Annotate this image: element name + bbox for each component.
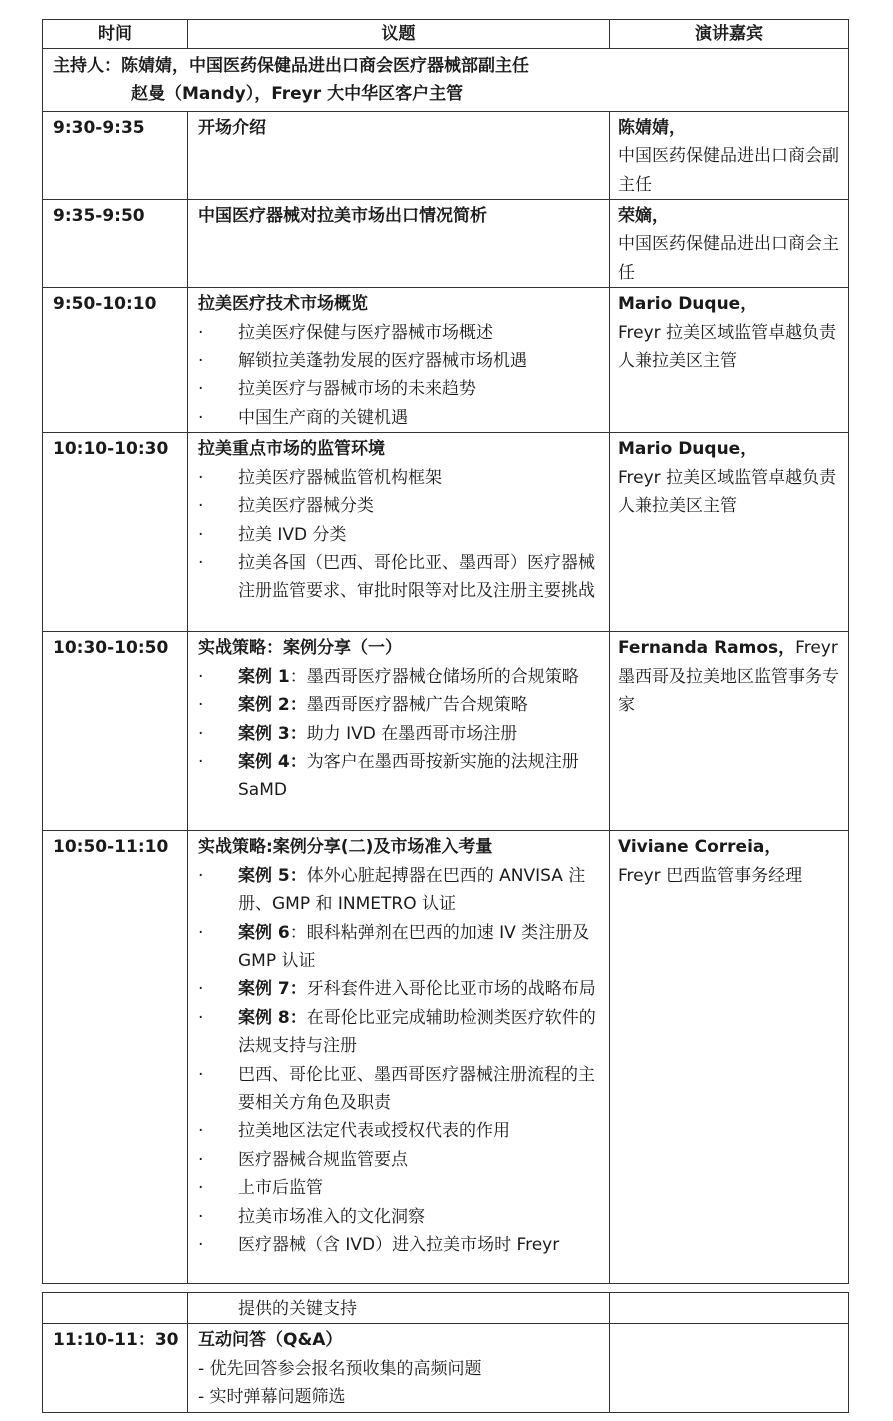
case-label: 案例 4：	[238, 751, 307, 772]
time-cell: 11:10-11：30	[43, 1324, 188, 1412]
speaker-cell	[610, 200, 849, 288]
list-item: · 拉美地区法定代表或授权代表的作用	[198, 1121, 510, 1142]
table-row	[43, 288, 849, 433]
speaker-cell	[610, 831, 849, 1284]
topic-list	[198, 319, 601, 433]
list-item: · 案例 2：墨西哥医疗器械广告合规策略	[198, 695, 528, 716]
agenda-table-continued	[42, 1292, 849, 1413]
speaker-name: Mario Duque，	[618, 294, 758, 315]
list-item: · 拉美医疗器械分类	[198, 496, 374, 517]
speaker-desc: Freyr 巴西监管事务经理	[618, 865, 803, 886]
speaker-desc: 中国医药保健品进出口商会副主任	[618, 146, 839, 195]
topic-title: 拉美医疗技术市场概览	[198, 294, 368, 315]
host-line-2: 赵曼（Mandy），Freyr 大中华区客户主管	[131, 84, 464, 105]
header-row	[43, 20, 849, 49]
case-label: 案例 1	[238, 666, 290, 687]
case-list	[198, 663, 601, 805]
topic-cell	[188, 1324, 610, 1412]
table-row	[43, 632, 849, 831]
speaker-cell	[610, 1293, 849, 1324]
list-item: · 拉美各国（巴西、哥伦比亚、墨西哥）医疗器械注册监管要求、审批时限等对比及注册主要挑战	[198, 552, 595, 602]
agenda-table	[42, 19, 849, 1284]
list-item: · 案例 3：助力 IVD 在墨西哥市场注册	[198, 723, 518, 744]
case-label: 案例 5：	[238, 865, 307, 886]
topic-cell	[188, 200, 610, 288]
header-time: 时间	[43, 20, 188, 49]
speaker-cell	[610, 1324, 849, 1412]
speaker-desc: Freyr 墨西哥及拉美地区监管事务专家	[618, 638, 839, 716]
list-item: · 拉美医疗器械监管机构框架	[198, 467, 442, 488]
speaker-name: Fernanda Ramos，	[618, 638, 796, 659]
topic-title: 互动问答（Q&A）	[198, 1330, 343, 1351]
list-item: · 案例 4：为客户在墨西哥按新实施的法规注册 SaMD	[198, 751, 579, 801]
topic-cell	[188, 433, 610, 632]
list-item: · 医疗器械合规监管要点	[198, 1149, 408, 1170]
list-item: · 医疗器械（含 IVD）进入拉美市场时 Freyr	[198, 1234, 560, 1255]
table-row	[43, 831, 849, 1284]
time-cell	[43, 1293, 188, 1324]
list-item: · 拉美医疗与器械市场的未来趋势	[198, 379, 476, 400]
list-item: · 案例 1：墨西哥医疗器械仓储场所的合规策略	[198, 666, 579, 687]
time-cell: 10:30-10:50	[43, 632, 188, 831]
time-cell: 9:35-9:50	[43, 200, 188, 288]
speaker-name: 陈婧婧，	[618, 117, 686, 138]
list-item: · 巴西、哥伦比亚、墨西哥医疗器械注册流程的主要相关方角色及职责	[198, 1064, 595, 1113]
topic-title: 拉美重点市场的监管环境	[198, 439, 385, 460]
topic-list	[198, 464, 601, 606]
case-label: 案例 7：	[238, 979, 307, 1000]
table-row	[43, 111, 849, 199]
qa-list	[198, 1355, 601, 1412]
time-cell: 9:30-9:35	[43, 111, 188, 199]
host-row	[43, 49, 849, 112]
speaker-name: 荣嫡，	[618, 206, 669, 227]
case-label: 案例 6	[238, 922, 290, 943]
list-item: · 案例 6：眼科粘弹剂在巴西的加速 IV 类注册及 GMP 认证	[198, 922, 590, 971]
speaker-cell	[610, 632, 849, 831]
speaker-name: Viviane Correia，	[618, 837, 782, 858]
speaker-desc: Freyr 拉美区域监管卓越负责人兼拉美区主管	[618, 467, 837, 517]
list-item: · 案例 7：牙科套件进入哥伦比亚市场的战略布局	[198, 979, 596, 1000]
topic-title: 中国医疗器械对拉美市场出口情况简析	[198, 206, 487, 227]
list-item: - 优先回答参会报名预收集的高频问题	[198, 1358, 482, 1379]
header-speaker: 演讲嘉宾	[610, 20, 849, 49]
topic-title: 实战策略：案例分享（一）	[198, 638, 402, 659]
host-line-1: 主持人：陈婧婧，中国医药保健品进出口商会医疗器械部副主任	[53, 56, 529, 76]
table-row	[43, 433, 849, 632]
list-item: · 拉美医疗保健与医疗器械市场概述	[198, 322, 493, 343]
header-topic: 议题	[188, 20, 610, 49]
case-list	[198, 862, 601, 1260]
time-cell: 10:50-11:10	[43, 831, 188, 1284]
list-item: · 解锁拉美蓬勃发展的医疗器械市场机遇	[198, 351, 527, 372]
table-row	[43, 200, 849, 288]
table-row	[43, 1324, 849, 1412]
topic-cell	[188, 111, 610, 199]
case-label: 案例 8：	[238, 1007, 307, 1028]
host-cell	[43, 49, 849, 112]
speaker-cell	[610, 288, 849, 433]
case-label: 案例 3：	[238, 723, 307, 744]
speaker-name: Mario Duque，	[618, 439, 758, 460]
topic-title: 开场介绍	[198, 117, 266, 138]
speaker-desc: Freyr 拉美区域监管卓越负责人兼拉美区主管	[618, 322, 837, 372]
time-cell: 10:10-10:30	[43, 433, 188, 632]
speaker-cell	[610, 111, 849, 199]
list-item: · 上市后监管	[198, 1178, 323, 1199]
list-item: · 案例 8：在哥伦比亚完成辅助检测类医疗软件的法规支持与注册	[198, 1007, 596, 1057]
list-item: · 拉美市场准入的文化洞察	[198, 1206, 425, 1227]
continuation-text: 提供的关键支持	[188, 1293, 610, 1324]
speaker-cell	[610, 433, 849, 632]
list-item: · 案例 5：体外心脏起搏器在巴西的 ANVISA 注册、GMP 和 INMETRO 认证	[198, 865, 586, 915]
topic-cell	[188, 632, 610, 831]
case-label: 案例 2：	[238, 695, 307, 716]
topic-cell	[188, 831, 610, 1284]
topic-title: 实战策略:案例分享(二)及市场准入考量	[198, 837, 493, 858]
speaker-desc: 中国医药保健品进出口商会主任	[618, 234, 839, 283]
list-item: · 拉美 IVD 分类	[198, 524, 347, 545]
topic-cell	[188, 288, 610, 433]
list-item: · 中国生产商的关键机遇	[198, 407, 408, 428]
table-row	[43, 1293, 849, 1324]
time-cell: 9:50-10:10	[43, 288, 188, 433]
list-item: - 实时弹幕问题筛选	[198, 1387, 346, 1408]
